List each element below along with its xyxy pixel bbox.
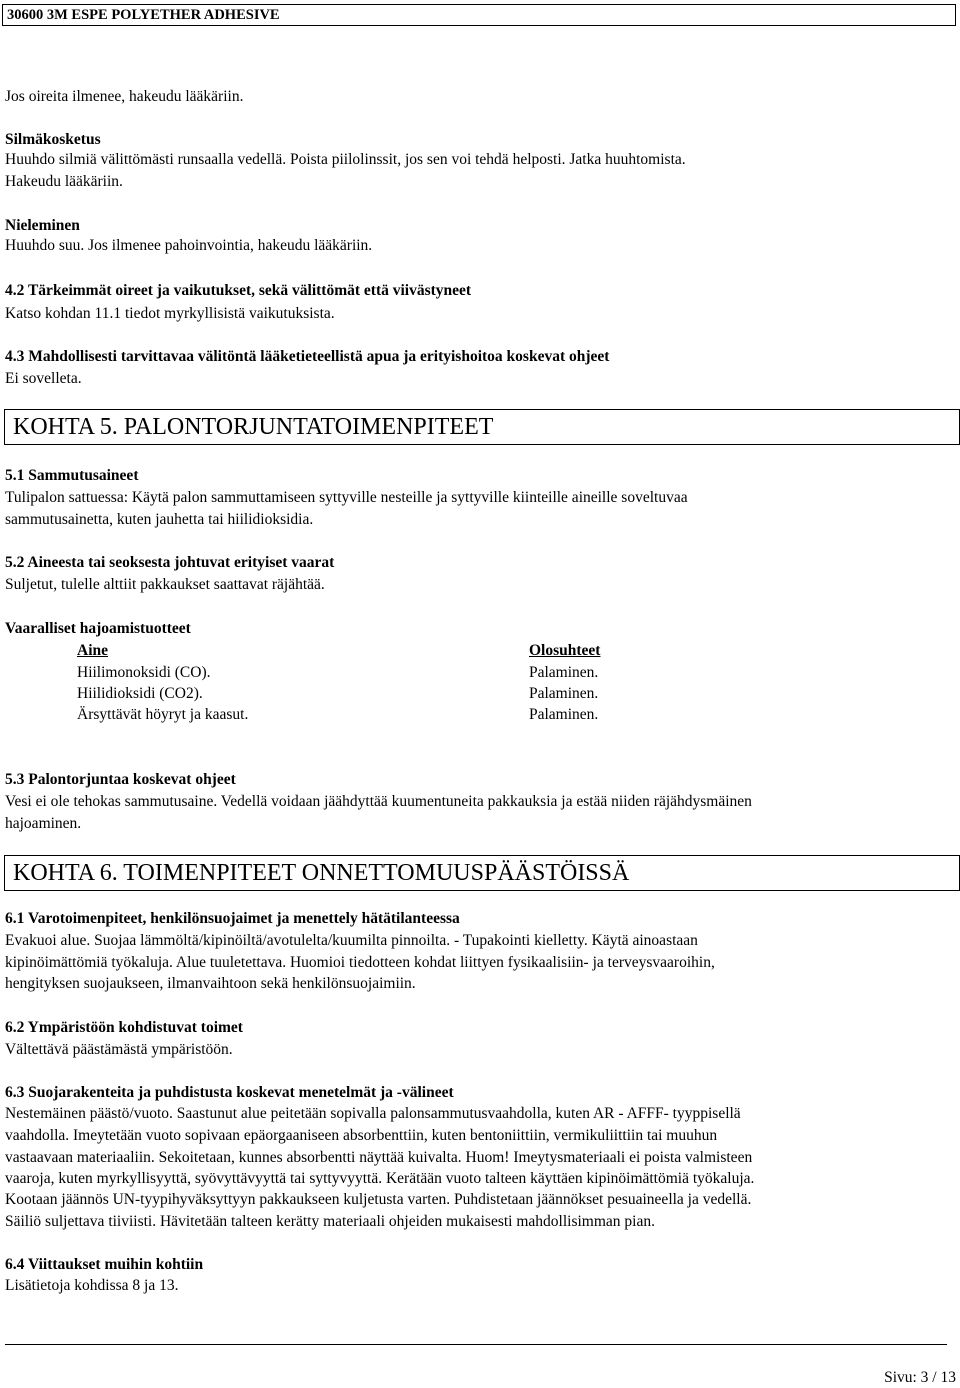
subsection-text: kipinöimättömiä työkaluja. Alue tuuletettava. Huomioi tiedotteen kohdat liittyen fysikaalisiin- ja terveysvaaroihin, <box>5 954 715 971</box>
subsection-text: vastaavaan materiaaliin. Sekoitetaan, kunnes absorbentti näyttää kuivalta. Huom! Imeytysmateriaali ei poista valmisteen <box>5 1149 753 1166</box>
subsection-text: Kootaan jäännös UN-tyypihyväksyttyyn pakkaukseen kuljetusta varten. Puhdistetaan jäännökset pesuaineella ja vedellä. <box>5 1191 752 1208</box>
hazard-products-heading: Vaaralliset hajoamistuotteet <box>5 620 191 637</box>
table-cell-olosuhteet: Palaminen. <box>529 664 599 681</box>
subsection-text: Säiliö suljettava tiiviisti. Hävitetään talteen kerätty materiaali ohjeiden mukaisesti mahdollisimman pian. <box>5 1213 655 1230</box>
subsection-heading: 5.2 Aineesta tai seoksesta johtuvat erityiset vaarat <box>5 554 335 571</box>
table-cell-aine: Hiilidioksidi (CO2). <box>77 685 203 702</box>
subsection-text: Nestemäinen päästö/vuoto. Saastunut alue peitetään sopivalla palonsammutusvaahdolla, kuten AR - AFFF- tyyppisellä <box>5 1105 741 1122</box>
page-number: Sivu: 3 / 13 <box>884 1369 956 1386</box>
eye-contact-text: Huuhdo silmiä välittömästi runsaalla vedellä. Poista piilolinssit, jos sen voi tehdä helposti. Jatka huuhtomista. <box>5 151 686 168</box>
subsection-text: Katso kohdan 11.1 tiedot myrkyllisistä vaikutuksista. <box>5 305 335 322</box>
subsection-heading: 6.2 Ympäristöön kohdistuvat toimet <box>5 1019 243 1036</box>
document-header: 30600 3M ESPE POLYETHER ADHESIVE <box>2 4 956 26</box>
subsection-text: hengityksen suojaukseen, ilmanvaihtoon sekä henkilönsuojaimiin. <box>5 975 416 992</box>
ingestion-heading: Nieleminen <box>5 217 80 234</box>
subsection-text: Tulipalon sattuessa: Käytä palon sammuttamiseen syttyville nesteille ja syttyville kiinteille aineille soveltuvaa <box>5 489 688 506</box>
eye-contact-heading: Silmäkosketus <box>5 131 101 148</box>
section-title: KOHTA 6. TOIMENPITEET ONNETTOMUUSPÄÄSTÖISSÄ <box>4 855 960 891</box>
table-header-aine: Aine <box>77 642 108 659</box>
subsection-text: Suljetut, tulelle alttiit pakkaukset saattavat räjähtää. <box>5 576 325 593</box>
subsection-heading: 4.2 Tärkeimmät oireet ja vaikutukset, sekä välittömät että viivästyneet <box>5 282 472 299</box>
subsection-heading: 6.4 Viittaukset muihin kohtiin <box>5 1256 204 1273</box>
subsection-text: vaaroja, kuten myrkyllisyyttä, syövyttävyyttä tai syttyvyyttä. Kerätään vuoto talteen käyttäen kipinöimättömiä työkaluja. <box>5 1170 755 1187</box>
subsection-heading: 6.1 Varotoimenpiteet, henkilönsuojaimet ja menettely hätätilanteessa <box>5 910 460 927</box>
subsection-heading: 5.1 Sammutusaineet <box>5 467 139 484</box>
first-aid-text: Jos oireita ilmenee, hakeudu lääkäriin. <box>5 88 244 105</box>
ingestion-text: Huuhdo suu. Jos ilmenee pahoinvointia, hakeudu lääkäriin. <box>5 237 373 254</box>
subsection-heading: 5.3 Palontorjuntaa koskevat ohjeet <box>5 771 236 788</box>
subsection-text: Vältettävä päästämästä ympäristöön. <box>5 1041 233 1058</box>
subsection-text: Vesi ei ole tehokas sammutusaine. Vedellä voidaan jäähdyttää kuumentuneita pakkauksia ja estää niiden räjähdysmäinen <box>5 793 752 810</box>
subsection-heading: 4.3 Mahdollisesti tarvittavaa välitöntä lääketieteellistä apua ja erityishoitoa koskevat ohjeet <box>5 348 610 365</box>
subsection-text: vaahdolla. Imeytetään vuoto sopivaan epäorgaaniseen absorbenttiin, kuten bentoniittiin, vermikuliittiin tai muuhun <box>5 1127 718 1144</box>
table-cell-aine: Ärsyttävät höyryt ja kaasut. <box>77 706 249 723</box>
eye-contact-text: Hakeudu lääkäriin. <box>5 173 123 190</box>
subsection-text: Ei sovelleta. <box>5 370 82 387</box>
section-title: KOHTA 5. PALONTORJUNTATOIMENPITEET <box>4 409 960 445</box>
subsection-text: hajoaminen. <box>5 815 82 832</box>
footer-divider <box>5 1344 947 1345</box>
table-cell-olosuhteet: Palaminen. <box>529 685 599 702</box>
subsection-text: sammutusainetta, kuten jauhetta tai hiilidioksidia. <box>5 511 314 528</box>
subsection-text: Evakuoi alue. Suojaa lämmöltä/kipinöiltä/avotulelta/kuumilta pinnoilta. - Tupakointi kielletty. Käytä ainoastaan <box>5 932 698 949</box>
subsection-text: Lisätietoja kohdissa 8 ja 13. <box>5 1277 179 1294</box>
table-cell-aine: Hiilimonoksidi (CO). <box>77 664 211 681</box>
subsection-heading: 6.3 Suojarakenteita ja puhdistusta koskevat menetelmät ja -välineet <box>5 1084 454 1101</box>
table-cell-olosuhteet: Palaminen. <box>529 706 599 723</box>
table-header-olosuhteet: Olosuhteet <box>529 642 601 659</box>
